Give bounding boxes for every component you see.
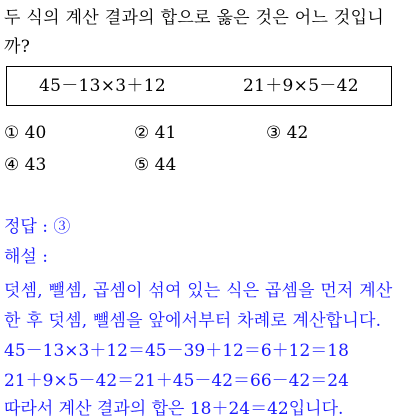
choice-3[interactable]: ③ 42 [266, 123, 309, 143]
expression-2: 21＋9×5－42 [243, 76, 359, 96]
explanation-line-3: 45－13×3＋12＝45－39＋12＝6＋12＝18 [4, 341, 349, 361]
choice-2[interactable]: ② 41 [134, 123, 177, 143]
explanation-line-2: 한 후 덧셈, 뺄셈을 앞에서부터 차례로 계산합니다. [4, 311, 382, 331]
explanation-label: 해설 : [4, 247, 48, 267]
choice-4[interactable]: ④ 43 [4, 155, 47, 175]
expression-1: 45－13×3＋12 [39, 76, 166, 96]
choice-1[interactable]: ① 40 [4, 123, 47, 143]
explanation-line-1: 덧셈, 뺄셈, 곱셈이 섞여 있는 식은 곱셈을 먼저 계산 [4, 281, 393, 301]
question-text: 두 식의 계산 결과의 합으로 옳은 것은 어느 것입니까? [4, 8, 385, 57]
explanation-line-5: 따라서 계산 결과의 합은 18＋24＝42입니다. [4, 399, 344, 419]
expression-box [6, 66, 392, 106]
explanation-line-4: 21＋9×5－42＝21＋45－42＝66－42＝24 [4, 371, 349, 391]
choice-5[interactable]: ⑤ 44 [134, 155, 177, 175]
answer-text: 정답 : ③ [4, 217, 71, 237]
